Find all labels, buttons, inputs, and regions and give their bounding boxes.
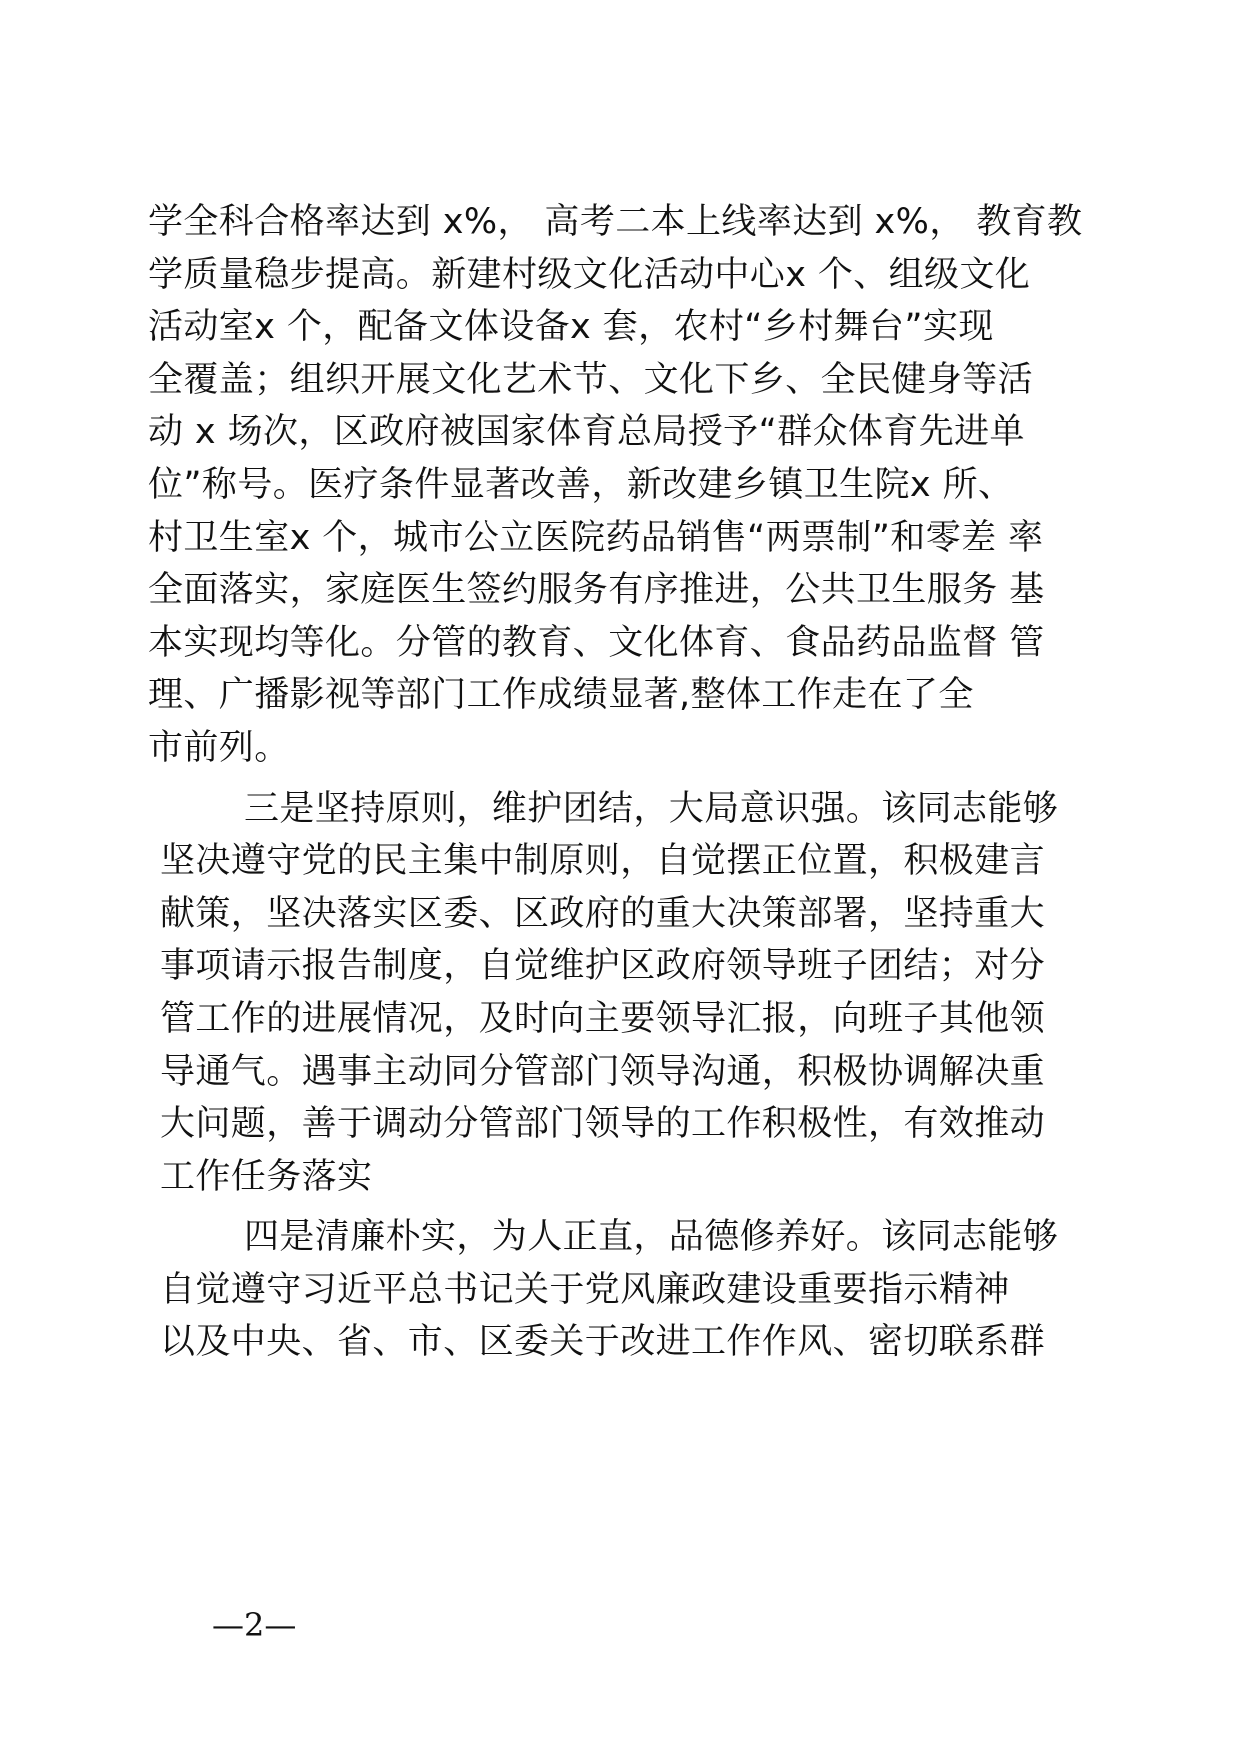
text-line: 导通气。遇事主动同分管部门领导沟通，积极协调解决重: [160, 1051, 1046, 1092]
paragraph-principles: [160, 783, 1100, 1204]
text-line: 坚决遵守党的民主集中制原则，自觉摆正位置，积极建言: [160, 841, 1046, 882]
text-line: 管工作的进展情况，及时向主要领导汇报，向班子其他领: [160, 998, 1046, 1039]
text-line: 事项请示报告制度，自觉维护区政府领导班子团结；对分: [160, 946, 1046, 987]
text-line: 村卫生室x 个，城市公立医院药品销售“两票制”和零差 率: [148, 517, 1044, 558]
text-line: 本实现均等化。分管的教育、文化体育、食品药品监督 管: [148, 622, 1045, 663]
text-line: 自觉遵守习近平总书记关于党风廉政建设重要指示精神: [160, 1269, 1010, 1310]
text-line: 全面落实，家庭医生签约服务有序推进，公共卫生服务 基: [148, 570, 1045, 611]
text-line: 学全科合格率达到 x%， 高考二本上线率达到 x%， 教育教: [148, 202, 1083, 242]
text-line: 活动室x 个，配备文体设备x 套，农村“乡村舞台”实现: [148, 307, 994, 348]
text-line: 工作任务落实: [160, 1156, 373, 1197]
page-number: —2—: [212, 1606, 297, 1644]
text-line: 献策，坚决落实区委、区政府的重大决策部署，坚持重大: [160, 893, 1046, 934]
text-line: 理、广播影视等部门工作成绩显著,整体工作走在了全: [148, 675, 974, 716]
text-line: 位”称号。医疗条件显著改善，新改建乡镇卫生院x 所、: [148, 464, 1014, 505]
text-line: 全覆盖；组织开展文化艺术节、文化下乡、全民健身等活: [148, 359, 1034, 400]
text-line: 大问题，善于调动分管部门领导的工作积极性，有效推动: [160, 1104, 1046, 1145]
text-line: 以及中央、省、市、区委关于改进工作作风、密切联系群: [160, 1322, 1046, 1363]
text-line: 市前列。: [148, 727, 290, 768]
paragraph-achievements: [148, 196, 1100, 775]
text-line: 四是清廉朴实，为人正直，品德修养好。该同志能够: [244, 1217, 1059, 1258]
paragraph-integrity: [160, 1211, 1100, 1369]
text-line: 动 x 场次，区政府被国家体育总局授予“群众体育先进单: [148, 412, 1025, 453]
text-line: 学质量稳步提高。新建村级文化活动中心x 个、组级文化: [148, 254, 1031, 295]
text-line: 三是坚持原则，维护团结，大局意识强。该同志能够: [244, 788, 1059, 829]
body-text: [148, 196, 1100, 1369]
